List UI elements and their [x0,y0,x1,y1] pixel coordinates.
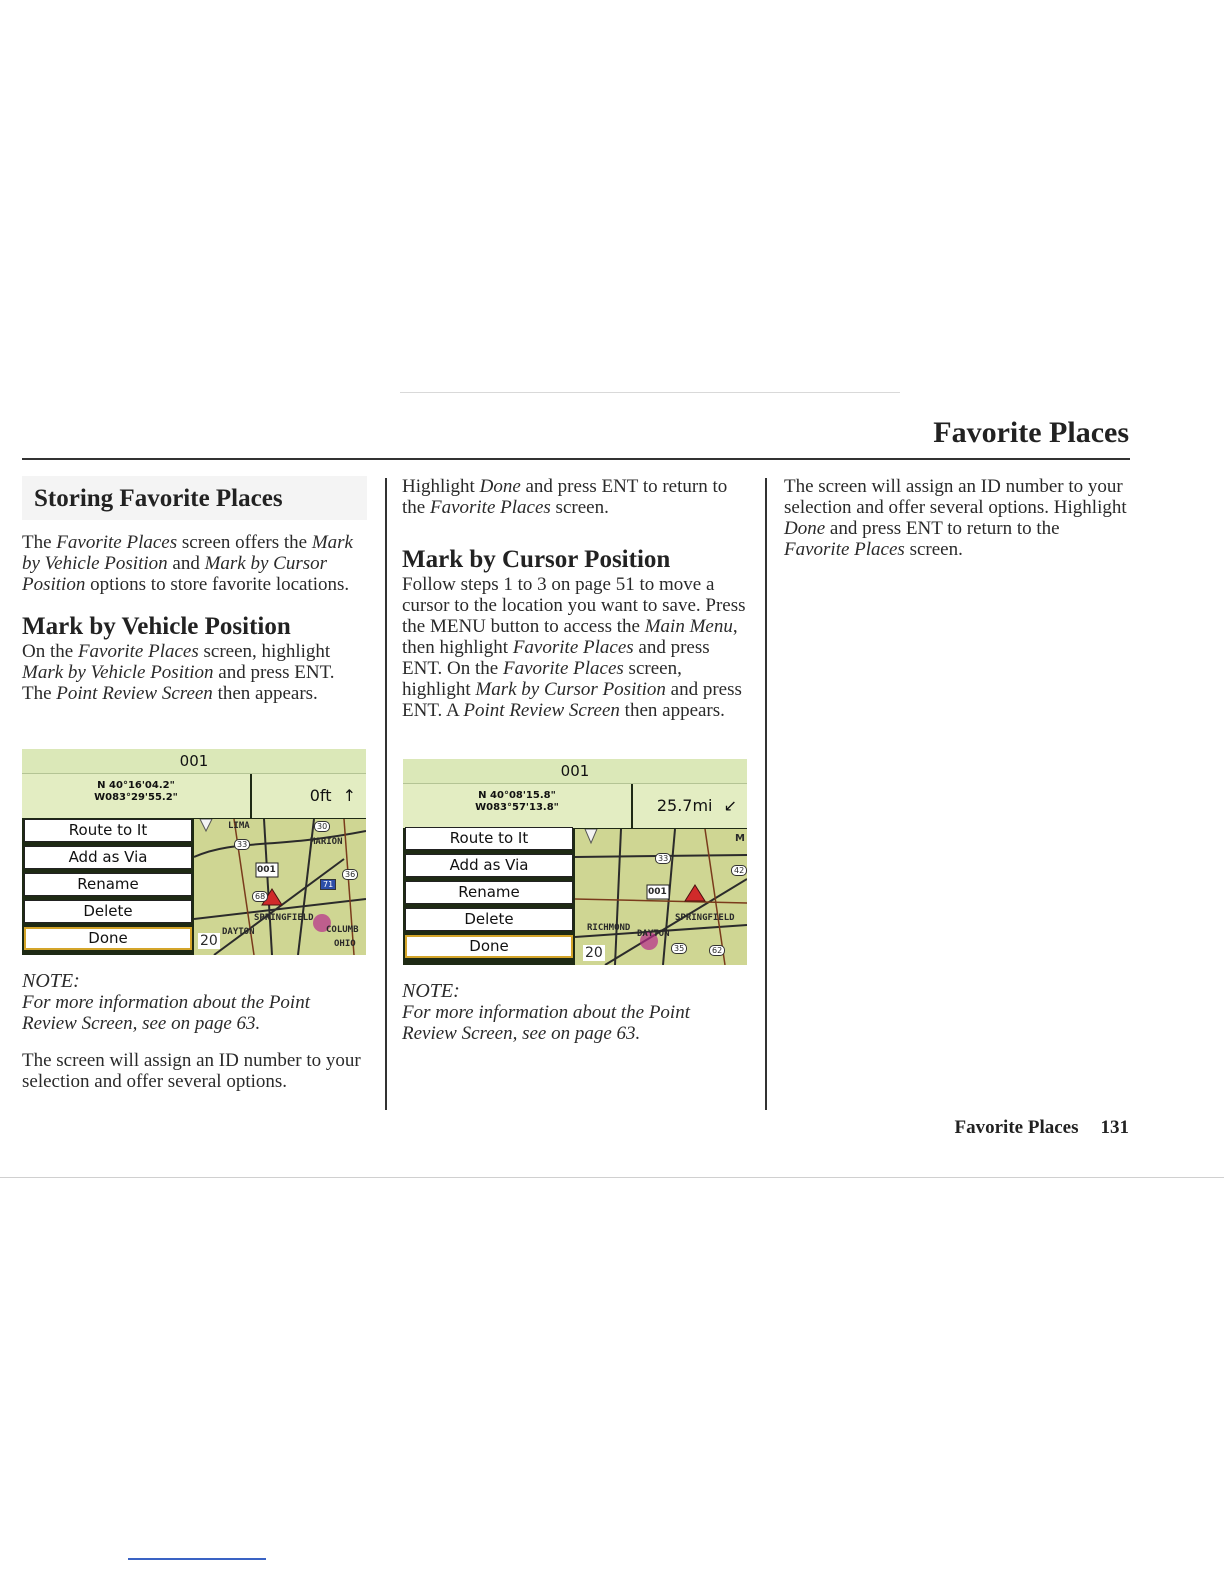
heading-arrow-icon: ↙ [723,796,737,815]
map-label: MARION [310,837,343,847]
column-divider-1 [385,478,387,1110]
text-run: screen, highlight [198,641,331,662]
italic-term: Done [479,476,521,497]
route-shield-icon: 42 [731,865,747,876]
done-button[interactable]: Done [24,927,192,950]
bottom-blue-line [128,1558,266,1560]
text-run: and press ENT to return to the [825,518,1060,539]
bottom-scan-line [0,1177,1224,1178]
intro-paragraph [22,532,367,595]
longitude: W083°29'55.2" [94,792,178,803]
text-run: screen, highlight [402,658,682,700]
rename-button[interactable]: Rename [405,881,573,904]
route-shield-icon: 30 [314,821,330,832]
italic-term: Main Menu [644,616,733,637]
text-run: screen. [550,497,609,518]
screen-distance [252,774,366,818]
middle-column [402,476,747,733]
closing-paragraph: The screen will assign an ID number to your selection and offer several options. [22,1050,361,1092]
longitude: W083°57'13.8" [475,802,559,813]
footer-section: Favorite Places [954,1117,1079,1138]
note-label: NOTE: [22,970,80,992]
screen-id: 001 [22,749,366,774]
italic-term: Favorite Places [56,532,178,553]
vehicle-paragraph [22,641,367,704]
subheading-cursor: Mark by Cursor Position [402,546,671,573]
text-run: options to store favorite locations. [85,574,350,595]
latitude: N 40°08'15.8" [478,790,556,801]
text-run: The screen will assign an ID number to your selection and offer several options. Highlight [784,476,1127,518]
latitude: N 40°16'04.2" [97,780,175,791]
text-run: and press ENT to return to the [402,476,728,518]
text-run: On the [22,641,78,662]
italic-term: Mark by Vehicle Position [22,532,353,574]
route-shield-icon: 68 [252,891,268,902]
italic-term: Favorite Places [429,497,551,518]
screen-id: 001 [403,759,747,784]
map-label: SPRINGFIELD [675,913,735,923]
cursor-paragraph [402,574,747,721]
italic-term: Point Review Screen [56,683,213,704]
map-view[interactable] [194,819,366,955]
map-label: DAYTON [222,927,255,937]
map-label: SPRINGFIELD [254,913,314,923]
text-run: Follow steps 1 to 3 on page 51 to move a cursor to the location you want to save. Press the MENU button to access the [402,574,746,637]
map-view[interactable] [575,829,747,965]
map-label: OHIO [334,939,356,949]
add-as-via-button[interactable]: Add as Via [24,846,192,869]
done-button[interactable]: Done [405,935,573,958]
route-to-it-button[interactable]: Route to It [405,827,573,850]
route-to-it-button[interactable]: Route to It [24,819,192,842]
distance-value: 25.7mi [656,796,713,815]
point-review-screen-vehicle [22,749,366,955]
section-heading: Storing Favorite Places [22,476,367,520]
screen-distance [633,784,747,828]
text-run: then appears. [619,700,725,721]
top-scan-line [400,392,900,393]
italic-term: Favorite Places [784,539,905,560]
right-paragraph [784,476,1129,560]
italic-term: Mark by Cursor Position [22,553,328,595]
text-run: screen. [904,539,963,560]
note-text: For more information about the Point Review Screen, see on page 63. [402,1002,690,1044]
distance-value: 0ft [309,786,332,805]
middle-note-block [402,980,747,1044]
route-shield-icon: 62 [709,945,725,956]
heading-arrow-icon: ↑ [342,786,356,805]
italic-term: Done [784,518,826,539]
text-run: then appears. [212,683,318,704]
point-review-screen-cursor [403,759,747,965]
italic-term: Mark by Vehicle Position [22,662,214,683]
map-label: 001 [648,887,667,897]
italic-term: Favorite Places [512,637,634,658]
route-shield-icon: 33 [234,839,250,850]
left-column [22,476,367,716]
screen-coordinates [403,784,631,828]
text-run: The [22,532,57,553]
text-run: , then highlight [402,616,738,658]
map-label: COLUMB [326,925,359,935]
italic-term: Point Review Screen [463,700,620,721]
map-label: M [735,833,745,844]
route-shield-icon: 36 [342,869,358,880]
left-note-block [22,970,367,1104]
map-scale: 20 [200,933,218,949]
text-run: screen offers the [177,532,312,553]
map-label: LIMA [228,821,250,831]
note-text: For more information about the Point Review Screen, see on page 63. [22,992,310,1034]
right-column [784,476,1129,572]
page-footer [955,1117,1129,1139]
italic-term: Mark by Cursor Position [475,679,666,700]
page-title: Favorite Places [933,416,1129,449]
text-run: and press ENT. On the [402,637,710,679]
map-label: DAYTON [637,929,670,939]
map-label: RICHMOND [587,923,631,933]
title-rule [22,458,1130,460]
route-shield-icon: 33 [655,853,671,864]
add-as-via-button[interactable]: Add as Via [405,854,573,877]
text-run: and press ENT. A [402,679,742,721]
page-number: 131 [1100,1117,1129,1138]
interstate-shield-icon: 71 [320,879,336,890]
note-label: NOTE: [402,980,460,1002]
text-run: and press ENT. The [22,662,335,704]
text-run: Highlight [402,476,480,497]
italic-term: Favorite Places [77,641,199,662]
text-run: and [167,553,205,574]
italic-term: Favorite Places [502,658,624,679]
lead-paragraph [402,476,747,518]
delete-button[interactable]: Delete [24,900,192,923]
column-divider-2 [765,478,767,1110]
map-label: 001 [257,865,276,875]
delete-button[interactable]: Delete [405,908,573,931]
route-shield-icon: 35 [671,943,687,954]
rename-button[interactable]: Rename [24,873,192,896]
screen-coordinates [22,774,250,818]
map-scale: 20 [585,945,603,961]
subheading-vehicle: Mark by Vehicle Position [22,613,291,640]
